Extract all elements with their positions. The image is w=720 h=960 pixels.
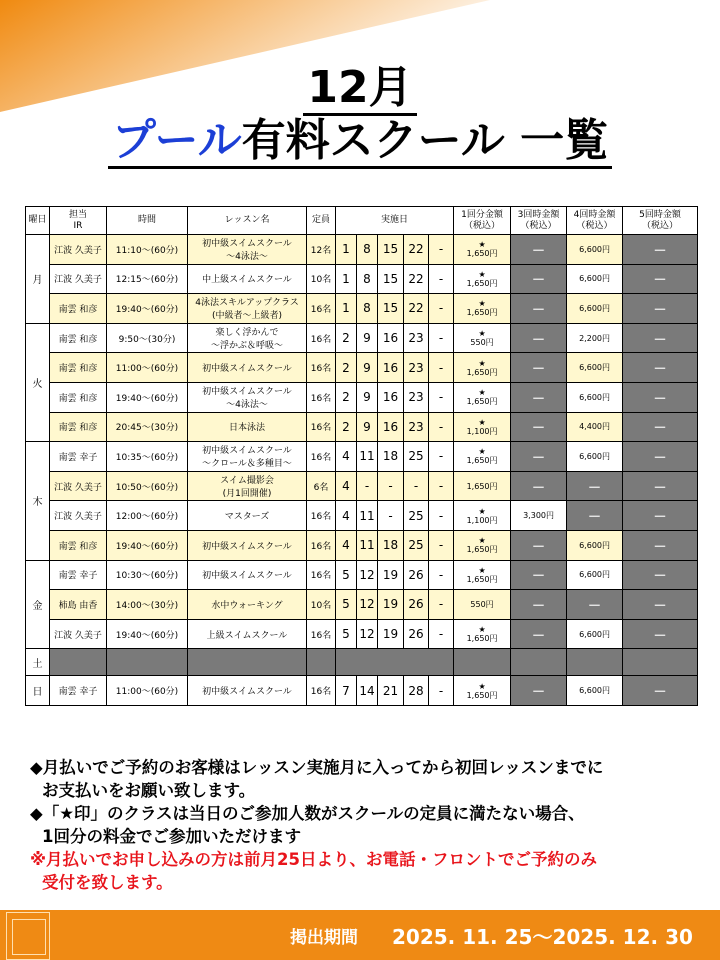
title-rest: 有料スクール 一覧 bbox=[241, 115, 609, 166]
star-mark: ★ bbox=[478, 358, 486, 368]
date: 11 bbox=[357, 442, 378, 472]
note-line-red: ※月払いでお申し込みの方は前月25日より、お電話・フロントでご予約のみ bbox=[30, 850, 598, 869]
capacity: 16名 bbox=[307, 353, 336, 383]
price-3: 3,300円 bbox=[511, 501, 567, 531]
time: 9:50～(30分) bbox=[107, 323, 188, 353]
date: 26 bbox=[404, 590, 429, 620]
instructor: 南雲 和彦 bbox=[50, 382, 107, 412]
price-5: － bbox=[623, 442, 698, 472]
table-row bbox=[26, 471, 698, 501]
capacity: 16名 bbox=[307, 382, 336, 412]
date: 2 bbox=[336, 382, 357, 412]
logo-icon bbox=[6, 912, 50, 960]
date: 25 bbox=[404, 530, 429, 560]
price-single: ★ 1,650円 bbox=[454, 294, 511, 324]
instructor: 南雲 幸子 bbox=[50, 676, 107, 706]
lesson-name: 4泳法スキルアップクラス (中級者～上級者) bbox=[188, 294, 307, 324]
date: 19 bbox=[378, 560, 404, 590]
capacity: 16名 bbox=[307, 501, 336, 531]
price-5: － bbox=[623, 619, 698, 649]
table-row bbox=[26, 676, 698, 706]
empty-cell bbox=[188, 649, 307, 676]
price-3: － bbox=[511, 560, 567, 590]
table-row bbox=[26, 619, 698, 649]
instructor: 江波 久美子 bbox=[50, 471, 107, 501]
star-mark: ★ bbox=[478, 536, 486, 546]
date: - bbox=[429, 590, 454, 620]
capacity: 16名 bbox=[307, 530, 336, 560]
table-row bbox=[26, 353, 698, 383]
price-3: － bbox=[511, 619, 567, 649]
title-highlight: プール bbox=[111, 115, 242, 166]
date: 23 bbox=[404, 412, 429, 442]
instructor: 南雲 幸子 bbox=[50, 560, 107, 590]
period-label: 掲出期間 bbox=[290, 928, 358, 948]
time: 19:40～(60分) bbox=[107, 294, 188, 324]
lesson-name: スイム撮影会 (月1回開催) bbox=[188, 471, 307, 501]
date: 23 bbox=[404, 382, 429, 412]
price-5: － bbox=[623, 382, 698, 412]
price-3: － bbox=[511, 353, 567, 383]
date: 5 bbox=[336, 560, 357, 590]
time: 11:10～(60分) bbox=[107, 235, 188, 265]
date: 7 bbox=[336, 676, 357, 706]
date: 8 bbox=[357, 264, 378, 294]
day-label: 土 bbox=[26, 649, 50, 676]
note-line: ◆月払いでご予約のお客様はレッスン実施月に入ってから初回レッスンまでに bbox=[30, 758, 604, 777]
capacity: 16名 bbox=[307, 412, 336, 442]
star-mark: ★ bbox=[478, 447, 486, 457]
star-mark: ★ bbox=[478, 681, 486, 691]
date: 28 bbox=[404, 676, 429, 706]
star-mark: ★ bbox=[478, 506, 486, 516]
price-4: 6,600円 bbox=[567, 264, 623, 294]
price-single: ★ 1,650円 bbox=[454, 264, 511, 294]
date: 5 bbox=[336, 619, 357, 649]
empty-cell bbox=[567, 649, 623, 676]
date: - bbox=[378, 501, 404, 531]
price-3: － bbox=[511, 264, 567, 294]
price-single: ★ 1,650円 bbox=[454, 619, 511, 649]
date: 12 bbox=[357, 560, 378, 590]
lesson-name: 初中級スイムスクール ～4泳法～ bbox=[188, 382, 307, 412]
note-line: お支払いをお願い致します。 bbox=[42, 781, 256, 800]
price-5: － bbox=[623, 530, 698, 560]
date: 1 bbox=[336, 235, 357, 265]
price-single: 550円 bbox=[454, 590, 511, 620]
table-row bbox=[26, 560, 698, 590]
date: - bbox=[429, 235, 454, 265]
time: 19:40～(60分) bbox=[107, 382, 188, 412]
date: 4 bbox=[336, 501, 357, 531]
lesson-name: 上級スイムスクール bbox=[188, 619, 307, 649]
date: 23 bbox=[404, 353, 429, 383]
date: - bbox=[429, 264, 454, 294]
date: 14 bbox=[357, 676, 378, 706]
empty-cell bbox=[307, 649, 336, 676]
price-3: － bbox=[511, 323, 567, 353]
lesson-name: 楽しく浮かんで ～浮かぶ＆呼吸～ bbox=[188, 323, 307, 353]
lesson-name: 初中級スイムスクール bbox=[188, 353, 307, 383]
price-single: ★ 1,100円 bbox=[454, 412, 511, 442]
date: - bbox=[357, 471, 378, 501]
date: 25 bbox=[404, 442, 429, 472]
table-row bbox=[26, 323, 698, 353]
date: 26 bbox=[404, 560, 429, 590]
date: 18 bbox=[378, 442, 404, 472]
lesson-name: 初中級スイムスクール bbox=[188, 676, 307, 706]
date: 4 bbox=[336, 471, 357, 501]
table-header-row bbox=[26, 207, 698, 235]
date: - bbox=[429, 471, 454, 501]
date: 16 bbox=[378, 353, 404, 383]
date: 9 bbox=[357, 412, 378, 442]
lesson-name: 初中級スイムスクール bbox=[188, 560, 307, 590]
date: 16 bbox=[378, 323, 404, 353]
date: 16 bbox=[378, 412, 404, 442]
lesson-name: 日本泳法 bbox=[188, 412, 307, 442]
table-row bbox=[26, 264, 698, 294]
date: 15 bbox=[378, 235, 404, 265]
date: 12 bbox=[357, 590, 378, 620]
instructor: 江波 久美子 bbox=[50, 235, 107, 265]
capacity: 6名 bbox=[307, 471, 336, 501]
date: 12 bbox=[357, 619, 378, 649]
time: 12:15～(60分) bbox=[107, 264, 188, 294]
column-header: 定員 bbox=[307, 207, 336, 235]
instructor: 江波 久美子 bbox=[50, 501, 107, 531]
price-4: 2,200円 bbox=[567, 323, 623, 353]
price-single: ★ 1,650円 bbox=[454, 382, 511, 412]
time: 11:00～(60分) bbox=[107, 676, 188, 706]
date: - bbox=[429, 560, 454, 590]
price-single: ★ 1,650円 bbox=[454, 353, 511, 383]
price-single: ★ 1,650円 bbox=[454, 676, 511, 706]
page-title bbox=[0, 114, 720, 168]
date: - bbox=[429, 382, 454, 412]
time: 12:00～(60分) bbox=[107, 501, 188, 531]
date: - bbox=[429, 530, 454, 560]
date: 22 bbox=[404, 294, 429, 324]
capacity: 10名 bbox=[307, 590, 336, 620]
instructor: 江波 久美子 bbox=[50, 619, 107, 649]
date: - bbox=[429, 353, 454, 383]
time: 10:50～(60分) bbox=[107, 471, 188, 501]
date: - bbox=[378, 471, 404, 501]
footer-bar bbox=[0, 910, 720, 960]
price-single: ★ 1,650円 bbox=[454, 235, 511, 265]
capacity: 16名 bbox=[307, 294, 336, 324]
table-row bbox=[26, 590, 698, 620]
instructor: 南雲 幸子 bbox=[50, 442, 107, 472]
date: 15 bbox=[378, 264, 404, 294]
price-4: － bbox=[567, 471, 623, 501]
time: 11:00～(60分) bbox=[107, 353, 188, 383]
notes bbox=[30, 756, 710, 894]
price-3: － bbox=[511, 412, 567, 442]
date: - bbox=[404, 471, 429, 501]
price-4: 6,600円 bbox=[567, 530, 623, 560]
capacity: 16名 bbox=[307, 560, 336, 590]
table-row-saturday bbox=[26, 649, 698, 676]
lesson-name: 中上級スイムスクール bbox=[188, 264, 307, 294]
price-5: － bbox=[623, 560, 698, 590]
date: 15 bbox=[378, 294, 404, 324]
period-value: 2025. 11. 25～2025. 12. 30 bbox=[392, 925, 693, 949]
date: 1 bbox=[336, 294, 357, 324]
date: 9 bbox=[357, 382, 378, 412]
column-header: 曜日 bbox=[26, 207, 50, 235]
price-4: 6,600円 bbox=[567, 619, 623, 649]
lesson-name: マスターズ bbox=[188, 501, 307, 531]
price-5: － bbox=[623, 471, 698, 501]
date: 19 bbox=[378, 619, 404, 649]
capacity: 12名 bbox=[307, 235, 336, 265]
date: 2 bbox=[336, 353, 357, 383]
lesson-name: 水中ウォーキング bbox=[188, 590, 307, 620]
date: - bbox=[429, 412, 454, 442]
star-mark: ★ bbox=[478, 269, 486, 279]
instructor: 南雲 和彦 bbox=[50, 412, 107, 442]
price-4: 6,600円 bbox=[567, 560, 623, 590]
page-title-month: 12月 bbox=[0, 62, 720, 114]
date: 9 bbox=[357, 353, 378, 383]
time: 19:40～(60分) bbox=[107, 619, 188, 649]
star-mark: ★ bbox=[478, 388, 486, 398]
date: 4 bbox=[336, 530, 357, 560]
date: 1 bbox=[336, 264, 357, 294]
capacity: 16名 bbox=[307, 619, 336, 649]
table-row bbox=[26, 501, 698, 531]
price-5: － bbox=[623, 676, 698, 706]
date: - bbox=[429, 294, 454, 324]
star-mark: ★ bbox=[478, 625, 486, 635]
schedule-table bbox=[25, 206, 698, 706]
table-row bbox=[26, 382, 698, 412]
price-3: － bbox=[511, 676, 567, 706]
date: 4 bbox=[336, 442, 357, 472]
lesson-name: 初中級スイムスクール bbox=[188, 530, 307, 560]
price-3: － bbox=[511, 235, 567, 265]
date: - bbox=[429, 676, 454, 706]
day-label: 金 bbox=[26, 560, 50, 649]
lesson-name: 初中級スイムスクール ～4泳法～ bbox=[188, 235, 307, 265]
instructor: 江波 久美子 bbox=[50, 264, 107, 294]
date: 2 bbox=[336, 323, 357, 353]
price-4: 6,600円 bbox=[567, 382, 623, 412]
table-row bbox=[26, 530, 698, 560]
date: 8 bbox=[357, 294, 378, 324]
table-row bbox=[26, 442, 698, 472]
star-mark: ★ bbox=[478, 240, 486, 250]
empty-cell bbox=[50, 649, 107, 676]
date: - bbox=[429, 323, 454, 353]
time: 20:45～(30分) bbox=[107, 412, 188, 442]
date: 22 bbox=[404, 264, 429, 294]
date: 25 bbox=[404, 501, 429, 531]
price-5: － bbox=[623, 353, 698, 383]
instructor: 南雲 和彦 bbox=[50, 353, 107, 383]
price-4: 6,600円 bbox=[567, 442, 623, 472]
note-line: ◆「★印」のクラスは当日のご参加人数がスクールの定員に満たない場合、 bbox=[30, 804, 585, 823]
empty-cell bbox=[623, 649, 698, 676]
date: 26 bbox=[404, 619, 429, 649]
price-5: － bbox=[623, 264, 698, 294]
time: 19:40～(60分) bbox=[107, 530, 188, 560]
capacity: 16名 bbox=[307, 442, 336, 472]
price-4: － bbox=[567, 590, 623, 620]
empty-cell bbox=[336, 649, 454, 676]
date: - bbox=[429, 442, 454, 472]
note-line-red: 受付を致します。 bbox=[42, 873, 173, 892]
price-3: － bbox=[511, 471, 567, 501]
price-3: － bbox=[511, 530, 567, 560]
column-header: 4回時金額 （税込） bbox=[567, 207, 623, 235]
star-mark: ★ bbox=[478, 565, 486, 575]
capacity: 16名 bbox=[307, 323, 336, 353]
price-single: ★ 1,100円 bbox=[454, 501, 511, 531]
price-5: － bbox=[623, 323, 698, 353]
price-4: 6,600円 bbox=[567, 353, 623, 383]
price-4: 4,400円 bbox=[567, 412, 623, 442]
price-3: － bbox=[511, 442, 567, 472]
price-5: － bbox=[623, 235, 698, 265]
instructor: 南雲 和彦 bbox=[50, 294, 107, 324]
time: 14:00～(30分) bbox=[107, 590, 188, 620]
empty-cell bbox=[454, 649, 511, 676]
date: 18 bbox=[378, 530, 404, 560]
instructor: 南雲 和彦 bbox=[50, 323, 107, 353]
day-label: 木 bbox=[26, 442, 50, 560]
price-5: － bbox=[623, 590, 698, 620]
empty-cell bbox=[511, 649, 567, 676]
price-single: ★ 1,650円 bbox=[454, 530, 511, 560]
price-single: ★ 1,650円 bbox=[454, 442, 511, 472]
price-4: 6,600円 bbox=[567, 676, 623, 706]
date: 11 bbox=[357, 530, 378, 560]
date: - bbox=[429, 501, 454, 531]
date: 9 bbox=[357, 323, 378, 353]
empty-cell bbox=[107, 649, 188, 676]
column-header: 3回時金額 （税込） bbox=[511, 207, 567, 235]
capacity: 16名 bbox=[307, 676, 336, 706]
table-row bbox=[26, 235, 698, 265]
instructor: 柿島 由香 bbox=[50, 590, 107, 620]
price-5: － bbox=[623, 294, 698, 324]
date: 8 bbox=[357, 235, 378, 265]
price-4: － bbox=[567, 501, 623, 531]
capacity: 10名 bbox=[307, 264, 336, 294]
table-row bbox=[26, 294, 698, 324]
date: 5 bbox=[336, 590, 357, 620]
column-header: レッスン名 bbox=[188, 207, 307, 235]
day-label: 日 bbox=[26, 676, 50, 706]
column-header: 1回分金額 （税込） bbox=[454, 207, 511, 235]
column-header: 時間 bbox=[107, 207, 188, 235]
star-mark: ★ bbox=[478, 417, 486, 427]
instructor: 南雲 和彦 bbox=[50, 530, 107, 560]
date: 22 bbox=[404, 235, 429, 265]
time: 10:30～(60分) bbox=[107, 560, 188, 590]
price-single: ★ 550円 bbox=[454, 323, 511, 353]
star-mark: ★ bbox=[478, 299, 486, 309]
price-3: － bbox=[511, 294, 567, 324]
date: 16 bbox=[378, 382, 404, 412]
star-mark: ★ bbox=[478, 329, 486, 339]
time: 10:35～(60分) bbox=[107, 442, 188, 472]
date: - bbox=[429, 619, 454, 649]
note-line: 1回分の料金でご参加いただけます bbox=[42, 827, 301, 846]
price-single: ★ 1,650円 bbox=[454, 560, 511, 590]
price-5: － bbox=[623, 501, 698, 531]
date: 19 bbox=[378, 590, 404, 620]
price-4: 6,600円 bbox=[567, 294, 623, 324]
date: 2 bbox=[336, 412, 357, 442]
price-3: － bbox=[511, 382, 567, 412]
price-4: 6,600円 bbox=[567, 235, 623, 265]
price-3: － bbox=[511, 590, 567, 620]
date: 11 bbox=[357, 501, 378, 531]
price-single: 1,650円 bbox=[454, 471, 511, 501]
column-header: 実施日 bbox=[336, 207, 454, 235]
column-header: 5回時金額 （税込） bbox=[623, 207, 698, 235]
date: 23 bbox=[404, 323, 429, 353]
day-label: 火 bbox=[26, 323, 50, 441]
price-5: － bbox=[623, 412, 698, 442]
column-header: 担当 IR bbox=[50, 207, 107, 235]
table-row bbox=[26, 412, 698, 442]
date: 21 bbox=[378, 676, 404, 706]
day-label: 月 bbox=[26, 235, 50, 324]
lesson-name: 初中級スイムスクール ～クロール＆多種目～ bbox=[188, 442, 307, 472]
